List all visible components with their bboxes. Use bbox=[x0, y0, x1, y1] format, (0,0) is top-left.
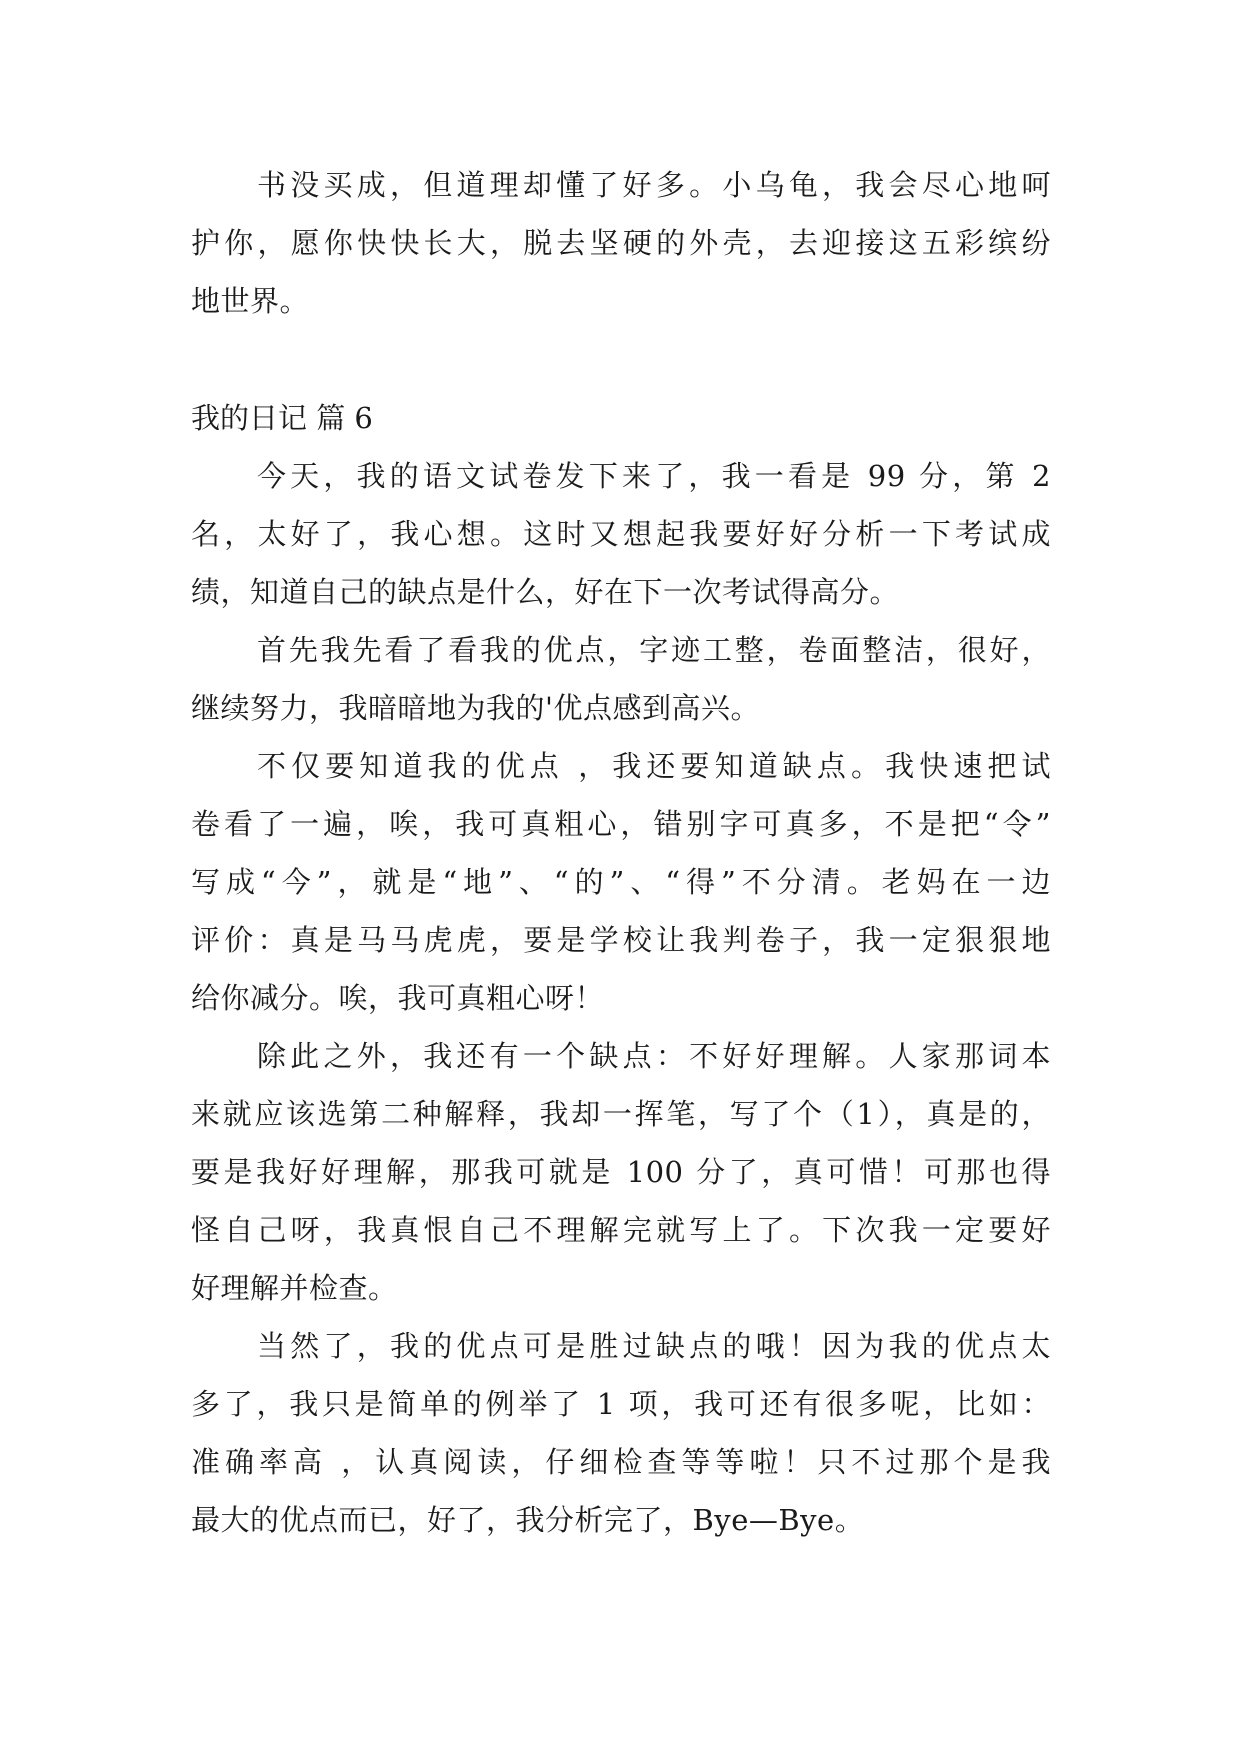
paragraph-line: 首先我先看了看我的优点，字迹工整，卷面整洁，很好， bbox=[257, 633, 1051, 667]
paragraph-line: 多了，我只是简单的例举了 1 项，我可还有很多呢，比如： bbox=[191, 1387, 1051, 1421]
paragraph-line: 怪自己呀，我真恨自己不理解完就写上了。下次我一定要好 bbox=[191, 1213, 1051, 1247]
intro-line: 地世界。 bbox=[191, 284, 310, 318]
paragraph-line: 今天，我的语文试卷发下来了，我一看是 99 分，第 2 bbox=[257, 459, 1051, 493]
paragraph-line: 评价：真是马马虎虎，要是学校让我判卷子，我一定狠狠地 bbox=[191, 923, 1051, 957]
paragraph-line: 来就应该选第二种解释，我却一挥笔，写了个（1），真是的， bbox=[191, 1097, 1051, 1131]
paragraph-line: 除此之外，我还有一个缺点：不好好理解。人家那词本 bbox=[257, 1039, 1051, 1073]
paragraph-line: 给你减分。唉，我可真粗心呀！ bbox=[191, 981, 605, 1015]
paragraph-line: 好理解并检查。 bbox=[191, 1271, 398, 1305]
paragraph-line: 当然了，我的优点可是胜过缺点的哦！因为我的优点太 bbox=[257, 1329, 1051, 1363]
paragraph-line: 卷看了一遍，唉，我可真粗心，错别字可真多，不是把“令” bbox=[191, 807, 1051, 841]
paragraph-line: 要是我好好理解，那我可就是 100 分了，真可惜！可那也得 bbox=[191, 1155, 1051, 1189]
paragraph-line: 写成“今”，就是“地”、“的”、“得”不分清。老妈在一边 bbox=[191, 865, 1051, 899]
paragraph-line: 不仅要知道我的优点 ，我还要知道缺点。我快速把试 bbox=[257, 749, 1051, 783]
paragraph-line: 最大的优点而已，好了，我分析完了，Bye—Bye。 bbox=[191, 1503, 865, 1537]
paragraph-line: 名，太好了，我心想。这时又想起我要好好分析一下考试成 bbox=[191, 517, 1051, 551]
intro-line: 书没买成，但道理却懂了好多。小乌龟，我会尽心地呵 bbox=[257, 168, 1051, 202]
intro-line: 护你，愿你快快长大，脱去坚硬的外壳，去迎接这五彩缤纷 bbox=[191, 226, 1051, 260]
paragraph-line: 继续努力，我暗暗地为我的'优点感到高兴。 bbox=[191, 691, 760, 725]
paragraph-line: 绩，知道自己的缺点是什么，好在下一次考试得高分。 bbox=[191, 575, 900, 609]
section-heading: 我的日记 篇 6 bbox=[191, 401, 373, 435]
paragraph-line: 准确率高 ，认真阅读，仔细检查等等啦！只不过那个是我 bbox=[191, 1445, 1051, 1479]
